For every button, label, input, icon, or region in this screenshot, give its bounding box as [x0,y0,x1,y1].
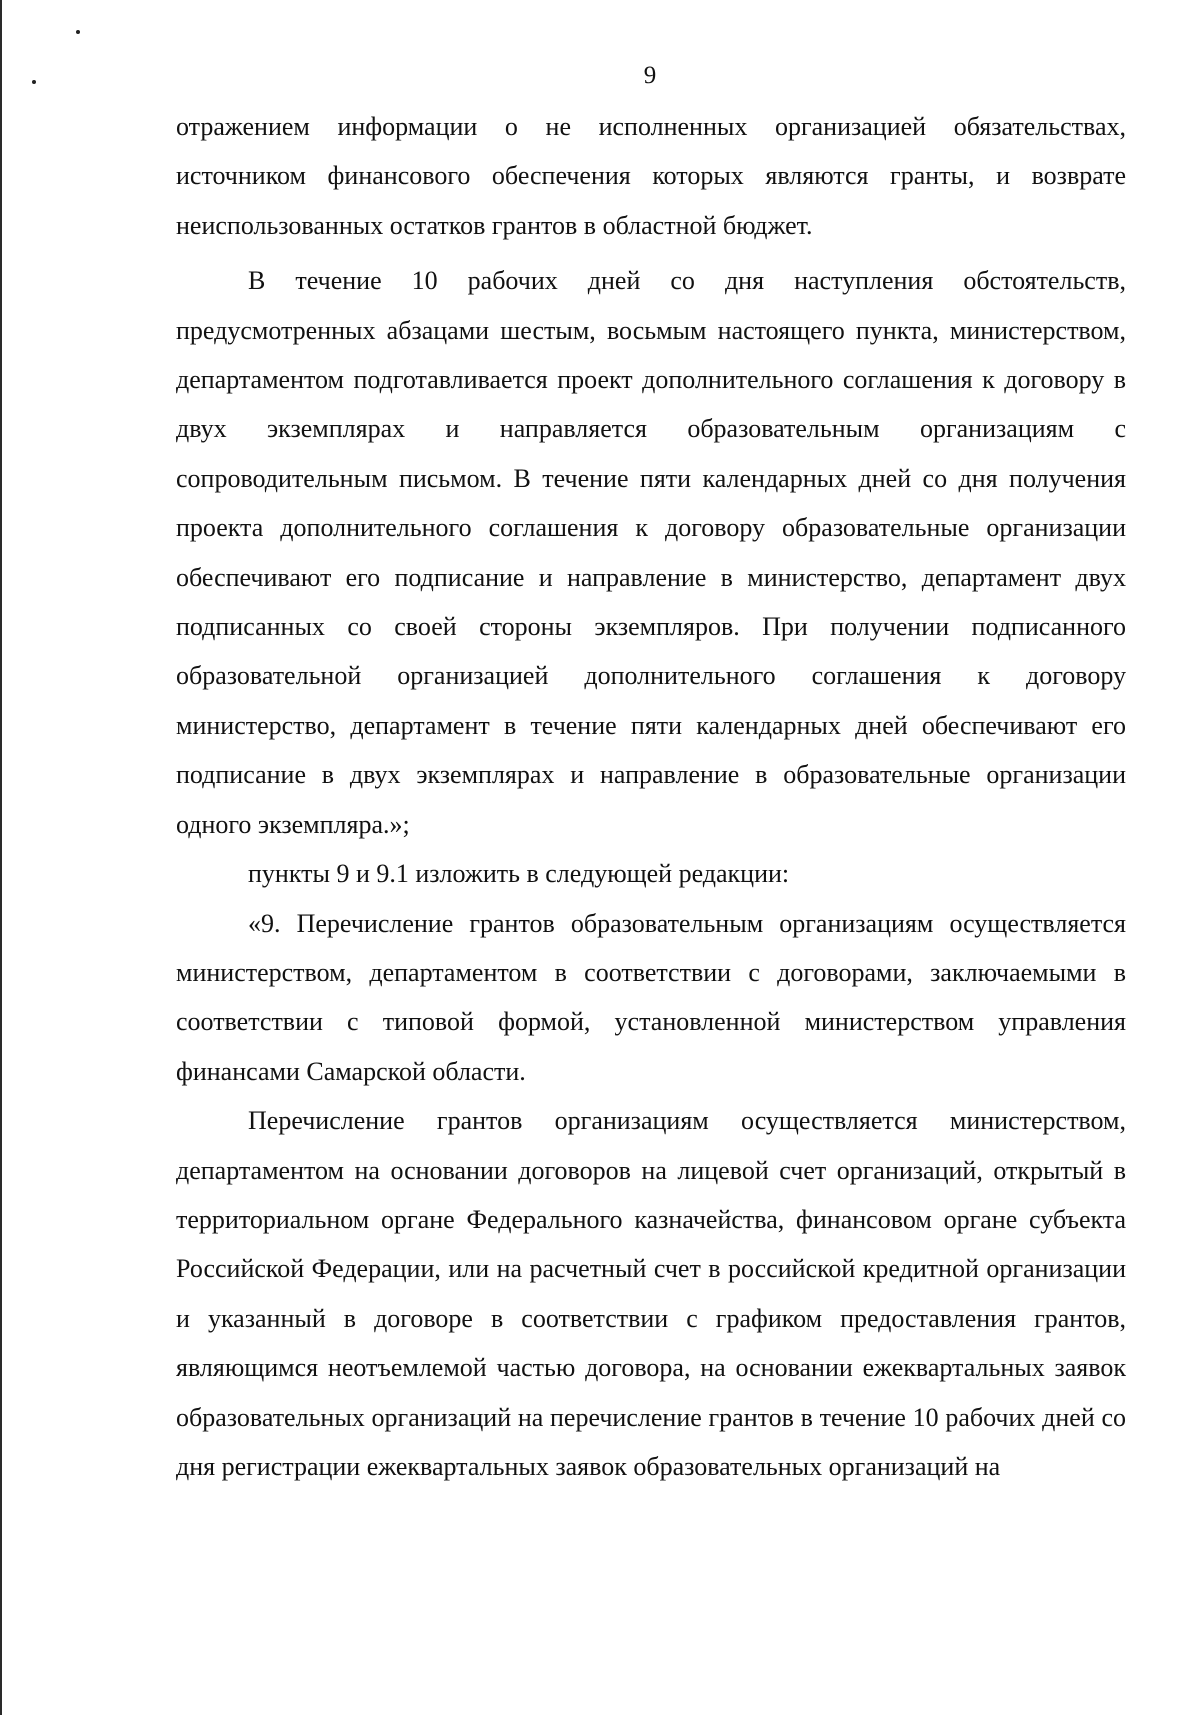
paragraph-grant-transfer: Перечисление грантов организациям осуществляется министерством, департаментом на основании договоров на лицевой счет организаций, открытый в территориальном органе Федерального казначейства, финансовом органе субъекта Российской Федерации, или на расчетный счет в российской кредитной организации и указанный в договоре в соответствии с графиком предоставления грантов, являющимся неотъемлемой частью договора, на основании ежеквартальных заявок образовательных организаций на перечисление грантов в течение 10 рабочих дней со дня регистрации ежеквартальных заявок образовательных организаций на [176,1106,1126,1481]
page-number: 9 [643,62,657,89]
paragraph-clause-9: «9. Перечисление грантов образовательным организациям осуществляется министерством, департаментом в соответствии с договорами, заключаемыми в соответствии с типовой формой, установленной министерством управления финансами Самарской области. [176,908,1126,1086]
document-body [176,102,1126,1491]
scan-speck [76,30,80,34]
paragraph-amendment-intro: пункты 9 и 9.1 изложить в следующей редакции: [248,859,790,889]
paragraph-continuation: отражением информации о не исполненных организацией обязательствах, источником финансового обеспечения которых являются гранты, и возврате неиспользованных остатков грантов в областной бюджет. [176,112,1126,240]
paragraph-supplementary-agreement: В течение 10 рабочих дней со дня наступления обстоятельств, предусмотренных абзацами шестым, восьмым настоящего пункта, министерством, департаментом подготавливается проект дополнительного соглашения к договору в двух экземплярах и направляется образовательным организациям с сопроводительным письмом. В течение пяти календарных дней со дня получения проекта дополнительного соглашения к договору образовательные организации обеспечивают его подписание и направление в министерство, департамент двух подписанных со своей стороны экземпляров. При получении подписанного образовательной организацией дополнительного соглашения к договору министерство, департамент в течение пяти календарных дней обеспечивают его подписание в двух экземплярах и направление в образовательные организации одного экземпляра.»; [176,266,1126,839]
scan-edge [0,0,2,1715]
